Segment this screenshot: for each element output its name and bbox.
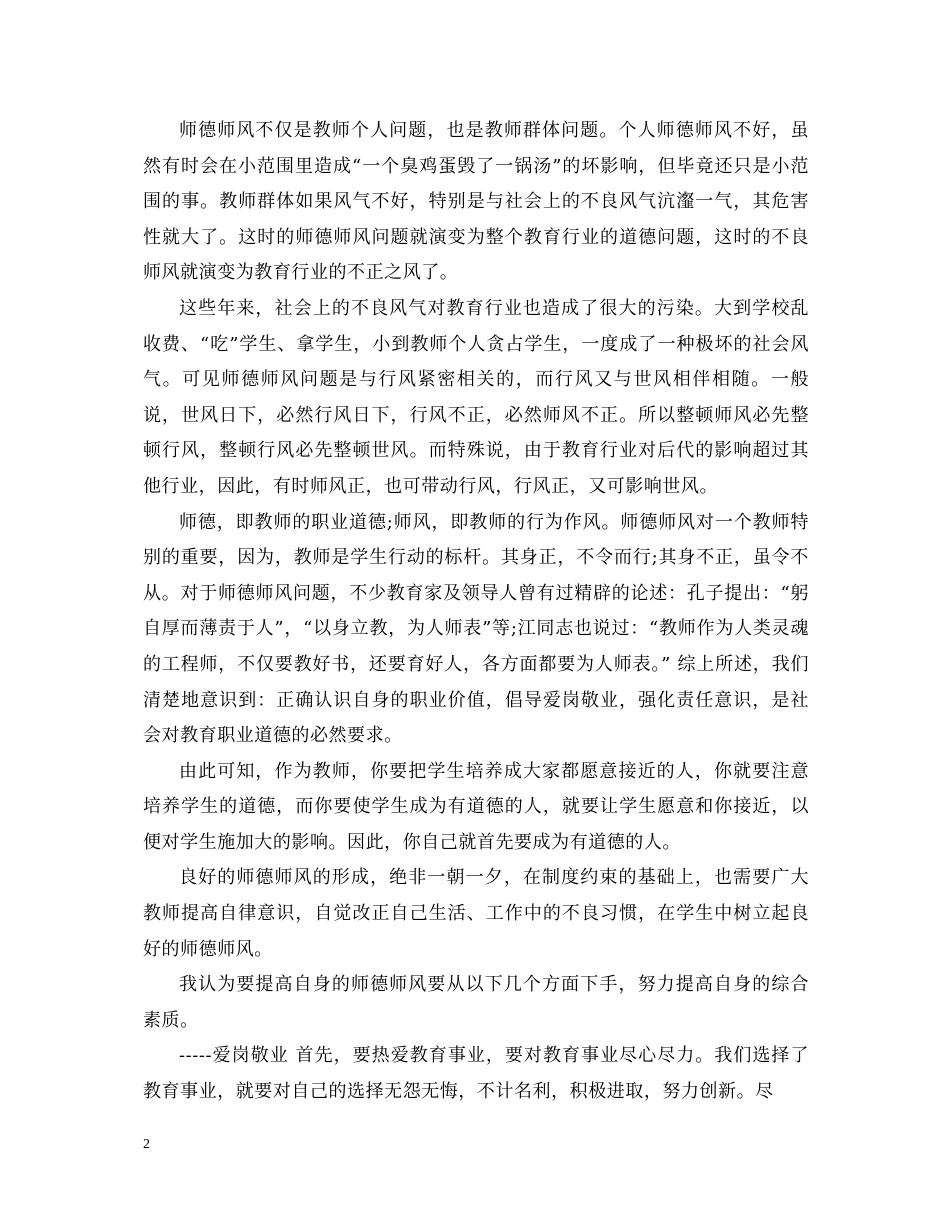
paragraph-1: 师德师风不仅是教师个人问题，也是教师群体问题。个人师德师风不好，虽然有时会在小范围里造成“一个臭鸡蛋毁了一锅汤”的坏影响，但毕竟还只是小范围的事。教师群体如果风气不好，特别是与社会上的不良风气沆瀣一气，其危害性就大了。这时的师德师风问题就演变为整个教育行业的道德问题，这时的不良师风就演变为教育行业的不正之风了。 — [143, 120, 809, 284]
page-number: 2 — [143, 1137, 150, 1152]
paragraph-5: 良好的师德师风的形成，绝非一朝一夕，在制度约束的基础上，也需要广大教师提高自律意识，自觉改正自己生活、工作中的不良习惯，在学生中树立起良好的师德师风。 — [143, 867, 809, 960]
document-body — [143, 113, 809, 1110]
paragraph-6: 我认为要提高自身的师德师风要从以下几个方面下手，努力提高自身的综合素质。 — [143, 974, 809, 1031]
paragraph-2: 这些年来，社会上的不良风气对教育行业也造成了很大的污染。大到学校乱收费、“吃”学生、拿学生，小到教师个人贪占学生，一度成了一种极坏的社会风气。可见师德师风问题是与行风紧密相关的，而行风又与世风相伴相随。一般说，世风日下，必然行风日下，行风不正，必然师风不正。所以整顿师风必先整顿行风，整顿行风必先整顿世风。而特殊说，由于教育行业对后代的影响超过其他行业，因此，有时师风正，也可带动行风，行风正，又可影响世风。 — [143, 297, 809, 497]
paragraph-7: -----爱岗敬业 首先，要热爱教育事业，要对教育事业尽心尽力。我们选择了教育事业，就要对自己的选择无怨无悔，不计名利，积极进取，努力创新。尽 — [143, 1045, 809, 1103]
paragraph-4: 由此可知，作为教师，你要把学生培养成大家都愿意接近的人，你就要注意培养学生的道德，而你要使学生成为有道德的人，就要让学生愿意和你接近，以便对学生施加大的影响。因此，你自己就首先要成为有道德的人。 — [143, 760, 809, 853]
paragraph-3: 师德，即教师的职业道德;师风，即教师的行为作风。师德师风对一个教师特别的重要，因为，教师是学生行动的标杆。其身正，不令而行;其身不正，虽令不从。对于师德师风问题，不少教育家及领导人曾有过精辟的论述：孔子提出：“躬自厚而薄责于人”，“以身立教，为人师表”等;江同志也说过：“教师作为人类灵魂的工程师，不仅要教好书，还要育好人，各方面都要为人师表。” 综上所述，我们清楚地意识到：正确认识自身的职业价值，倡导爱岗敬业，强化责任意识，是社会对教育职业道德的必然要求。 — [143, 511, 809, 747]
